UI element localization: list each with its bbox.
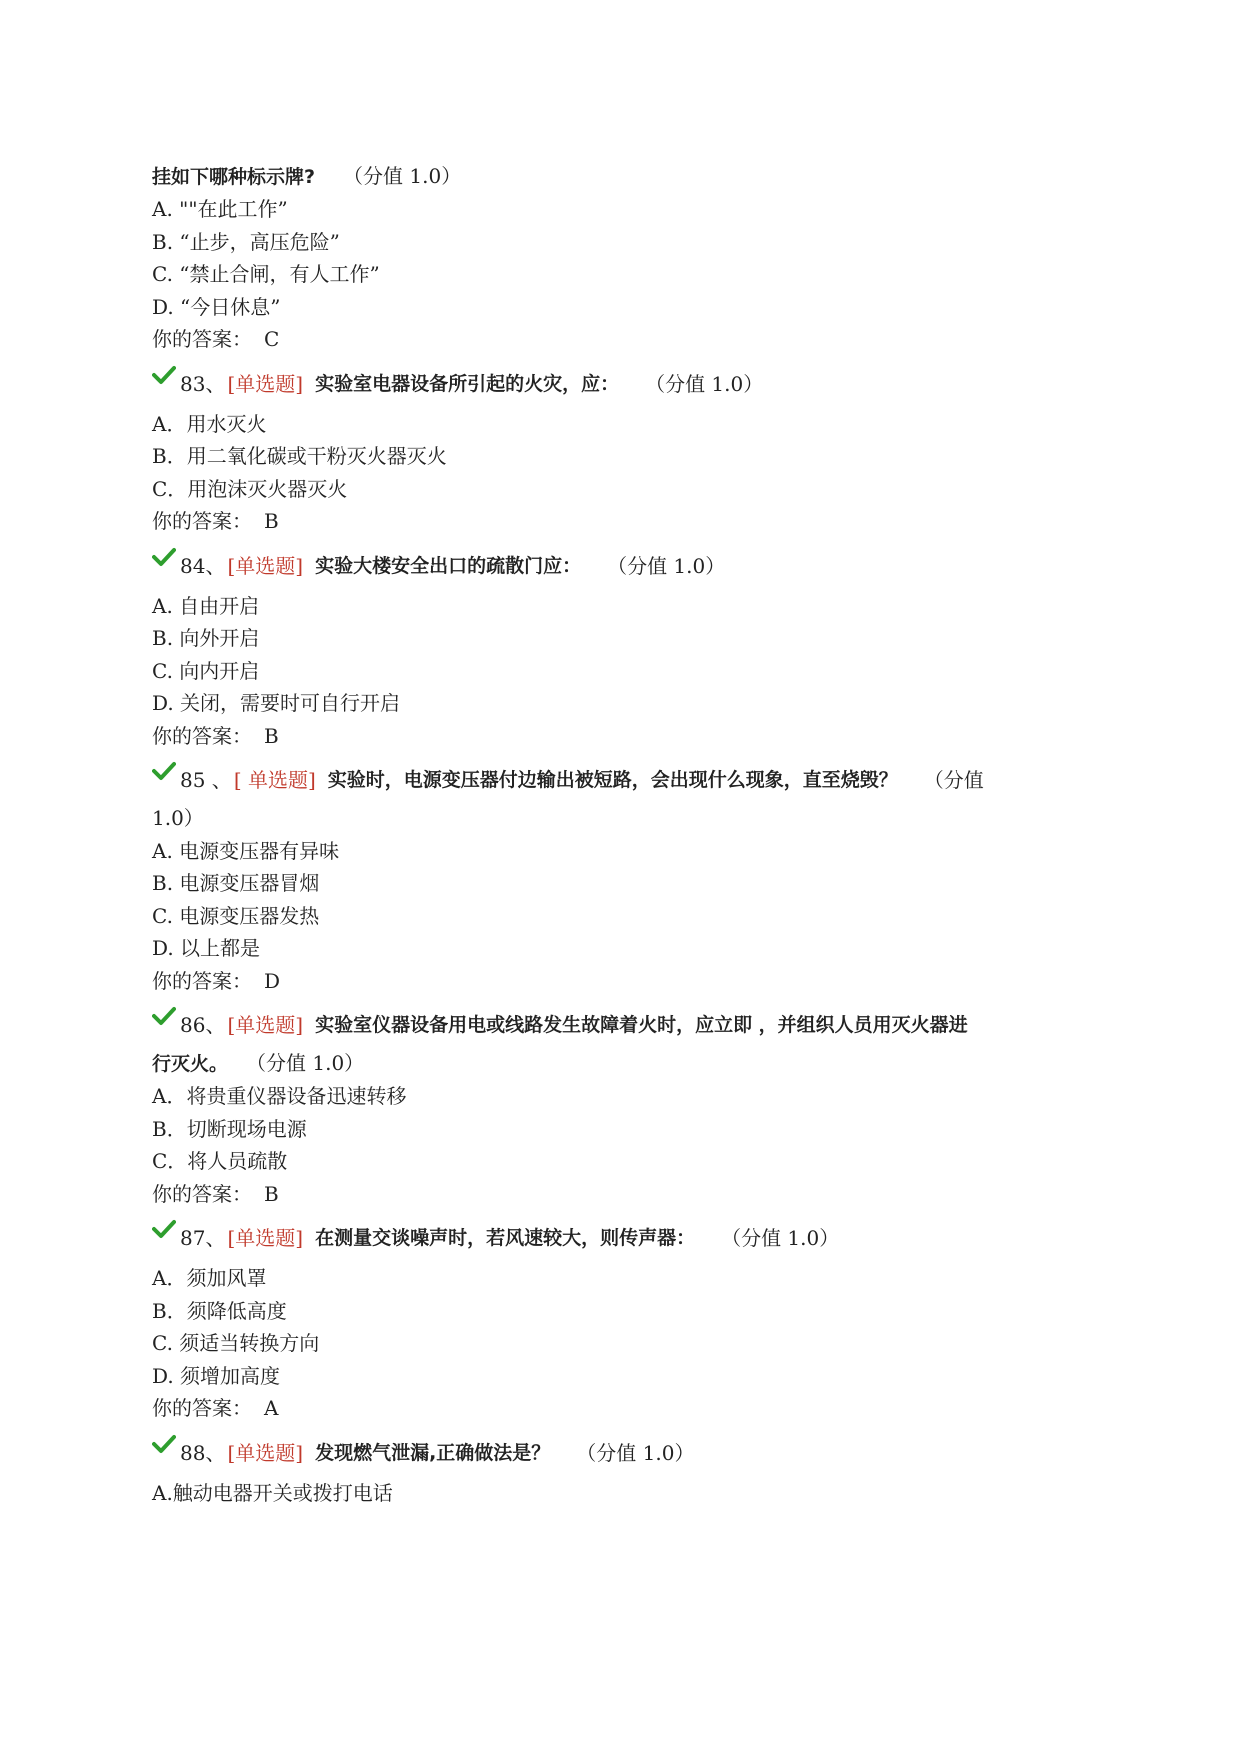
question-score: （分值 1.0） bbox=[576, 1440, 695, 1465]
option: A.触动电器开关或拨打电话 bbox=[152, 1480, 393, 1505]
document-page bbox=[152, 160, 1092, 1509]
question-88-title bbox=[152, 1437, 1092, 1469]
question-stem: 挂如下哪种标示牌? bbox=[152, 166, 316, 188]
question-score: （分值 1.0） bbox=[343, 164, 462, 188]
check-icon bbox=[152, 544, 176, 570]
question-83-options bbox=[152, 408, 1092, 506]
question-number: 87、 bbox=[180, 1226, 226, 1250]
option: D. 须增加高度 bbox=[152, 1363, 281, 1388]
question-score: （分值 bbox=[923, 768, 984, 792]
check-icon bbox=[152, 1216, 176, 1242]
answer-label: 你的答案： bbox=[152, 509, 252, 533]
your-answer bbox=[152, 720, 1092, 753]
option: A. 电源变压器有异味 bbox=[152, 838, 340, 863]
option: A. 自由开启 bbox=[152, 593, 260, 618]
question-number: 88、 bbox=[180, 1440, 226, 1465]
question-number: 85 、 bbox=[180, 768, 232, 792]
check-icon bbox=[152, 362, 176, 388]
answer-label: 你的答案： bbox=[152, 968, 252, 993]
option: A．将贵重仪器设备迅速转移 bbox=[152, 1084, 407, 1108]
answer-value: A bbox=[264, 1396, 279, 1420]
question-83-title bbox=[152, 368, 1092, 400]
option: B. 电源变压器冒烟 bbox=[152, 871, 320, 895]
question-84-options bbox=[152, 590, 1092, 720]
answer-value: B bbox=[264, 509, 279, 533]
question-score: （分值 1.0） bbox=[721, 1226, 840, 1250]
question-84-title bbox=[152, 550, 1092, 582]
question-score: （分值 1.0） bbox=[256, 1051, 365, 1075]
answer-label: 你的答案： bbox=[152, 1181, 252, 1206]
answer-label: 你的答案： bbox=[152, 327, 252, 351]
your-answer bbox=[152, 323, 1092, 356]
question-85-options bbox=[152, 835, 1092, 965]
option: D. 以上都是 bbox=[152, 936, 261, 960]
question-type-tag: [ 单选题] bbox=[233, 768, 316, 792]
option: C．将人员疏散 bbox=[152, 1149, 288, 1173]
question-stem-continuation: 行灭火。 bbox=[152, 1053, 229, 1075]
question-type-tag: [单选题] bbox=[227, 1226, 304, 1250]
question-type-tag: [单选题] bbox=[227, 553, 304, 578]
question-87-options bbox=[152, 1262, 1092, 1392]
answer-label: 你的答案： bbox=[152, 723, 252, 748]
option: B. “止步，高压危险” bbox=[152, 229, 340, 254]
question-86-stem-continuation bbox=[152, 1047, 1092, 1080]
question-stem: 实验时，电源变压器付边输出被短路，会出现什么现象，直至烧毁？ bbox=[327, 769, 898, 791]
option: C．用泡沫灭火器灭火 bbox=[152, 476, 348, 501]
option: A．用水灭火 bbox=[152, 411, 267, 436]
check-icon bbox=[152, 1003, 176, 1029]
your-answer bbox=[152, 1178, 1092, 1211]
question-type-tag: [单选题] bbox=[227, 371, 304, 396]
question-86-title bbox=[152, 1009, 1092, 1041]
question-86-options bbox=[152, 1080, 1092, 1178]
check-icon bbox=[152, 1431, 176, 1457]
question-stem: 实验室仪器设备用电或线路发生故障着火时，应立即 ，并组织人员用灭火器进 bbox=[315, 1014, 968, 1036]
option: B. 向外开启 bbox=[152, 626, 260, 650]
your-answer bbox=[152, 1392, 1092, 1425]
option: C. 须适当转换方向 bbox=[152, 1331, 320, 1355]
check-icon bbox=[152, 758, 176, 784]
option: A. ""在此工作” bbox=[152, 197, 288, 221]
option: B．用二氧化碳或干粉灭火器灭火 bbox=[152, 444, 447, 468]
question-stem: 在测量交谈噪声时，若风速较大，则传声器： bbox=[315, 1227, 696, 1249]
question-score: （分值 1.0） bbox=[607, 553, 726, 578]
answer-value: B bbox=[264, 723, 279, 748]
option: D. 关闭，需要时可自行开启 bbox=[152, 691, 401, 715]
question-score-continuation: 1.0） bbox=[152, 806, 204, 830]
answer-label: 你的答案： bbox=[152, 1396, 252, 1420]
option: D. “今日休息” bbox=[152, 294, 281, 319]
option: C. 电源变压器发热 bbox=[152, 903, 320, 928]
answer-value: B bbox=[264, 1181, 279, 1206]
question-85-title bbox=[152, 764, 1092, 796]
answer-value: D bbox=[264, 968, 281, 993]
option: A．须加风罩 bbox=[152, 1266, 267, 1290]
your-answer bbox=[152, 965, 1092, 998]
question-number: 83、 bbox=[180, 371, 226, 396]
question-number: 84、 bbox=[180, 553, 226, 578]
question-stem: 实验室电器设备所引起的火灾，应： bbox=[315, 372, 620, 395]
your-answer bbox=[152, 505, 1092, 538]
option: B．切断现场电源 bbox=[152, 1116, 307, 1141]
question-88-options bbox=[152, 1477, 1092, 1510]
option: C. 向内开启 bbox=[152, 658, 260, 683]
question-82-stem-continuation bbox=[152, 160, 1092, 193]
question-type-tag: [单选题] bbox=[227, 1440, 304, 1465]
question-number: 86、 bbox=[180, 1013, 226, 1037]
option: B．须降低高度 bbox=[152, 1298, 287, 1323]
answer-value: C bbox=[264, 327, 280, 351]
question-82-options bbox=[152, 193, 1092, 323]
question-87-title bbox=[152, 1222, 1092, 1254]
question-score: （分值 1.0） bbox=[645, 371, 764, 396]
option: C. “禁止合闸，有人工作” bbox=[152, 262, 380, 286]
question-stem: 实验大楼安全出口的疏散门应： bbox=[315, 554, 582, 577]
question-type-tag: [单选题] bbox=[227, 1013, 304, 1037]
question-stem: 发现燃气泄漏,正确做法是？ bbox=[315, 1441, 551, 1464]
